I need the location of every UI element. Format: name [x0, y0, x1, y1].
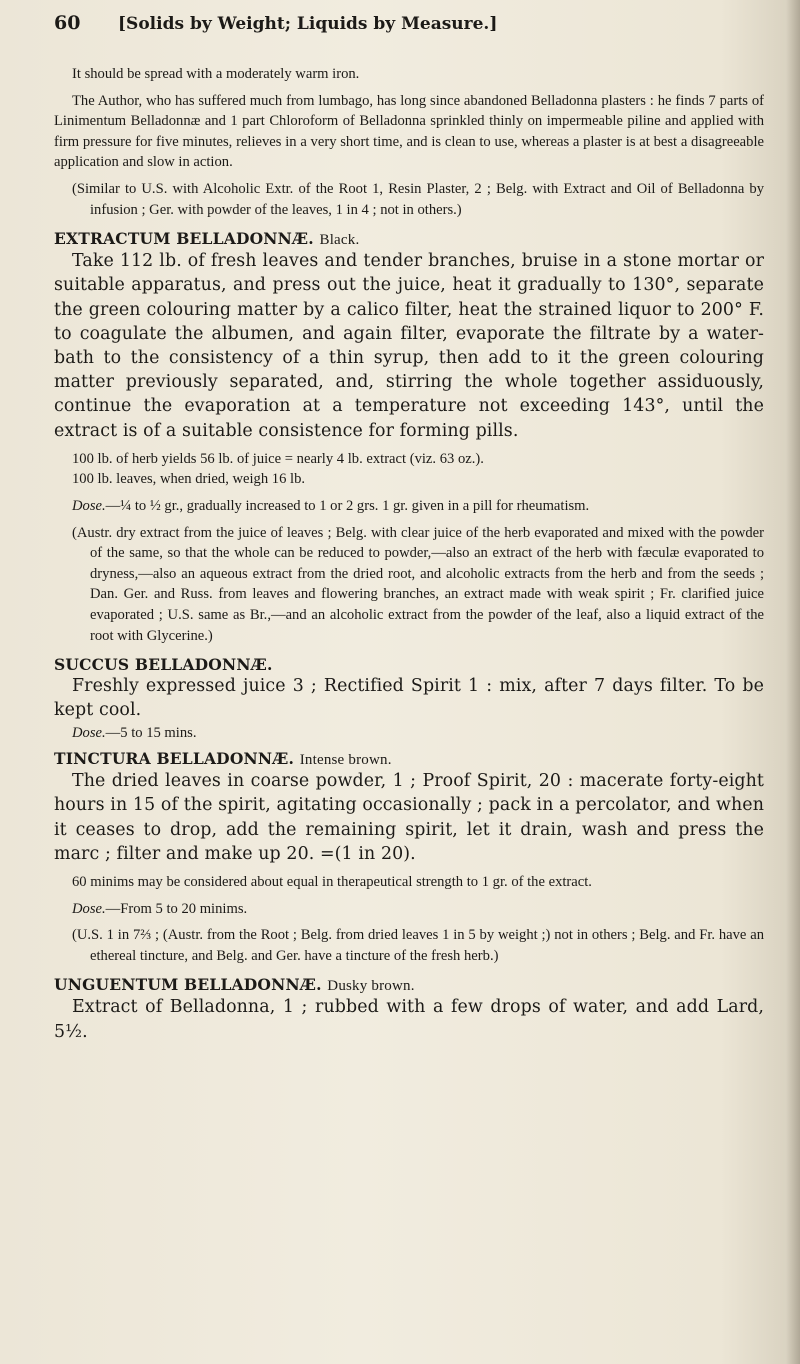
- dose-text: —¼ to ½ gr., gradually increased to 1 or 2 grs. 1 gr. given in a pill for rheumatism.: [105, 497, 590, 514]
- heading-unguentum-note: Dusky brown.: [327, 978, 415, 995]
- paragraph-yield: 100 lb. of herb yields 56 lb. of juice = nearly 4 lb. extract (viz. 63 oz.).: [72, 450, 484, 467]
- paragraph-dried-weight: 100 lb. leaves, when dried, weigh 16 lb.: [72, 471, 306, 488]
- paragraph-extract-method: Take 112 lb. of fresh leaves and tender branches, bruise in a stone mortar or suitable apparatus, and press out the juice, heat it gradually to 130°, separate the green colouring matter by a calico filter, heat the strained liquor to 200° F. to coagulate the albumen, and again filter, evaporate the filtrate by a water-bath to the consistency of a thin syrup, then add to it the green colouring matter previously separated, and, stirring the whole together assiduously, continue the evaporation at a temperature not exceeding 143°, until the extract is of a suitable consistence for forming pills.: [54, 251, 764, 441]
- paragraph-tinctura-pharmacopoeias: (U.S. 1 in 7⅔ ; (Austr. from the Root ; Belg. from dried leaves 1 in 5 by weight ;) not in others ; Belg. and Fr. have an ethereal tincture, and Belg. and Ger. have a tincture of the fresh herb.): [72, 927, 764, 964]
- paragraph-similar: (Similar to U.S. with Alcoholic Extr. of the Root 1, Resin Plaster, 2 ; Belg. with Extract and Oil of Belladonna by infusion ; Ger. with powder of the leaves, 1 in 4 ; not in others.): [72, 180, 764, 218]
- paragraph-extract-dose: [54, 496, 764, 517]
- page-header: [54, 12, 764, 34]
- running-head: [Solids by Weight; Liquids by Measure.]: [118, 14, 498, 34]
- heading-unguentum-title: UNGUENTUM BELLADONNÆ.: [54, 975, 322, 995]
- page-number: 60: [54, 12, 81, 34]
- dose-label: Dose.: [72, 724, 106, 741]
- paragraph-succus-dose: [54, 723, 764, 744]
- paragraph-tinctura-dose: [54, 899, 764, 920]
- heading-extractum-note: Black.: [319, 232, 360, 249]
- heading-succus: [54, 655, 764, 674]
- dose-text: —From 5 to 20 minims.: [105, 900, 248, 917]
- paragraph-iron: It should be spread with a moderately warm iron.: [72, 66, 360, 82]
- dose-text: —5 to 15 mins.: [105, 724, 197, 741]
- heading-unguentum: [54, 975, 764, 995]
- heading-succus-title: SUCCUS BELLADONNÆ.: [54, 655, 273, 675]
- dose-label: Dose.: [72, 900, 106, 917]
- paragraph-tinctura-strength: 60 minims may be considered about equal in therapeutical strength to 1 gr. of the extract.: [72, 873, 592, 890]
- heading-extractum-title: EXTRACTUM BELLADONNÆ.: [54, 229, 314, 249]
- heading-tinctura-note: Intense brown.: [299, 752, 392, 769]
- paragraph-unguentum-method: Extract of Belladonna, 1 ; rubbed with a few drops of water, and add Lard, 5½.: [54, 997, 764, 1042]
- page-edge-shadow: [786, 0, 800, 1364]
- heading-tinctura: [54, 749, 764, 769]
- paragraph-author-note: The Author, who has suffered much from lumbago, has long since abandoned Belladonna plasters : he finds 7 parts of Linimentum Belladonnæ and 1 part Chloroform of Belladonna sprinkled thinly on impermeable piline and applied with firm pressure for five minutes, relieves in a very short time, and is clean to use, whereas a plaster is at best a disagreeable application and slow in action.: [54, 92, 764, 171]
- paragraph-extract-pharmacopoeias: (Austr. dry extract from the juice of leaves ; Belg. with clear juice of the herb evaporated and mixed with the powder of the same, so that the whole can be reduced to powder,—also an extract of the herb with fæculæ evaporated to dryness,—also an aqueous extract from the dried root, and alcoholic extracts from the herb and from the seeds ; Dan. Ger. and Russ. from leaves and flowering branches, an extract made with weak spirit ; Fr. clarified juice evaporated ; U.S. same as Br.,—and an alcoholic extract from the powder of the leaf, also a liquid extract of the root with Glycerine.): [72, 524, 764, 644]
- dose-label: Dose.: [72, 497, 106, 514]
- paragraph-tinctura-method: The dried leaves in coarse powder, 1 ; Proof Spirit, 20 : macerate forty-eight hours in 15 of the spirit, agitating occasionally ; pack in a percolator, and when it ceases to drop, add the remaining spirit, let it drain, wash and press the marc ; filter and make up 20. =(1 in 20).: [54, 771, 764, 864]
- paragraph-succus-method: Freshly expressed juice 3 ; Rectified Spirit 1 : mix, after 7 days filter. To be kept cool.: [54, 676, 764, 721]
- heading-extractum: [54, 229, 764, 249]
- heading-tinctura-title: TINCTURA BELLADONNÆ.: [54, 749, 295, 769]
